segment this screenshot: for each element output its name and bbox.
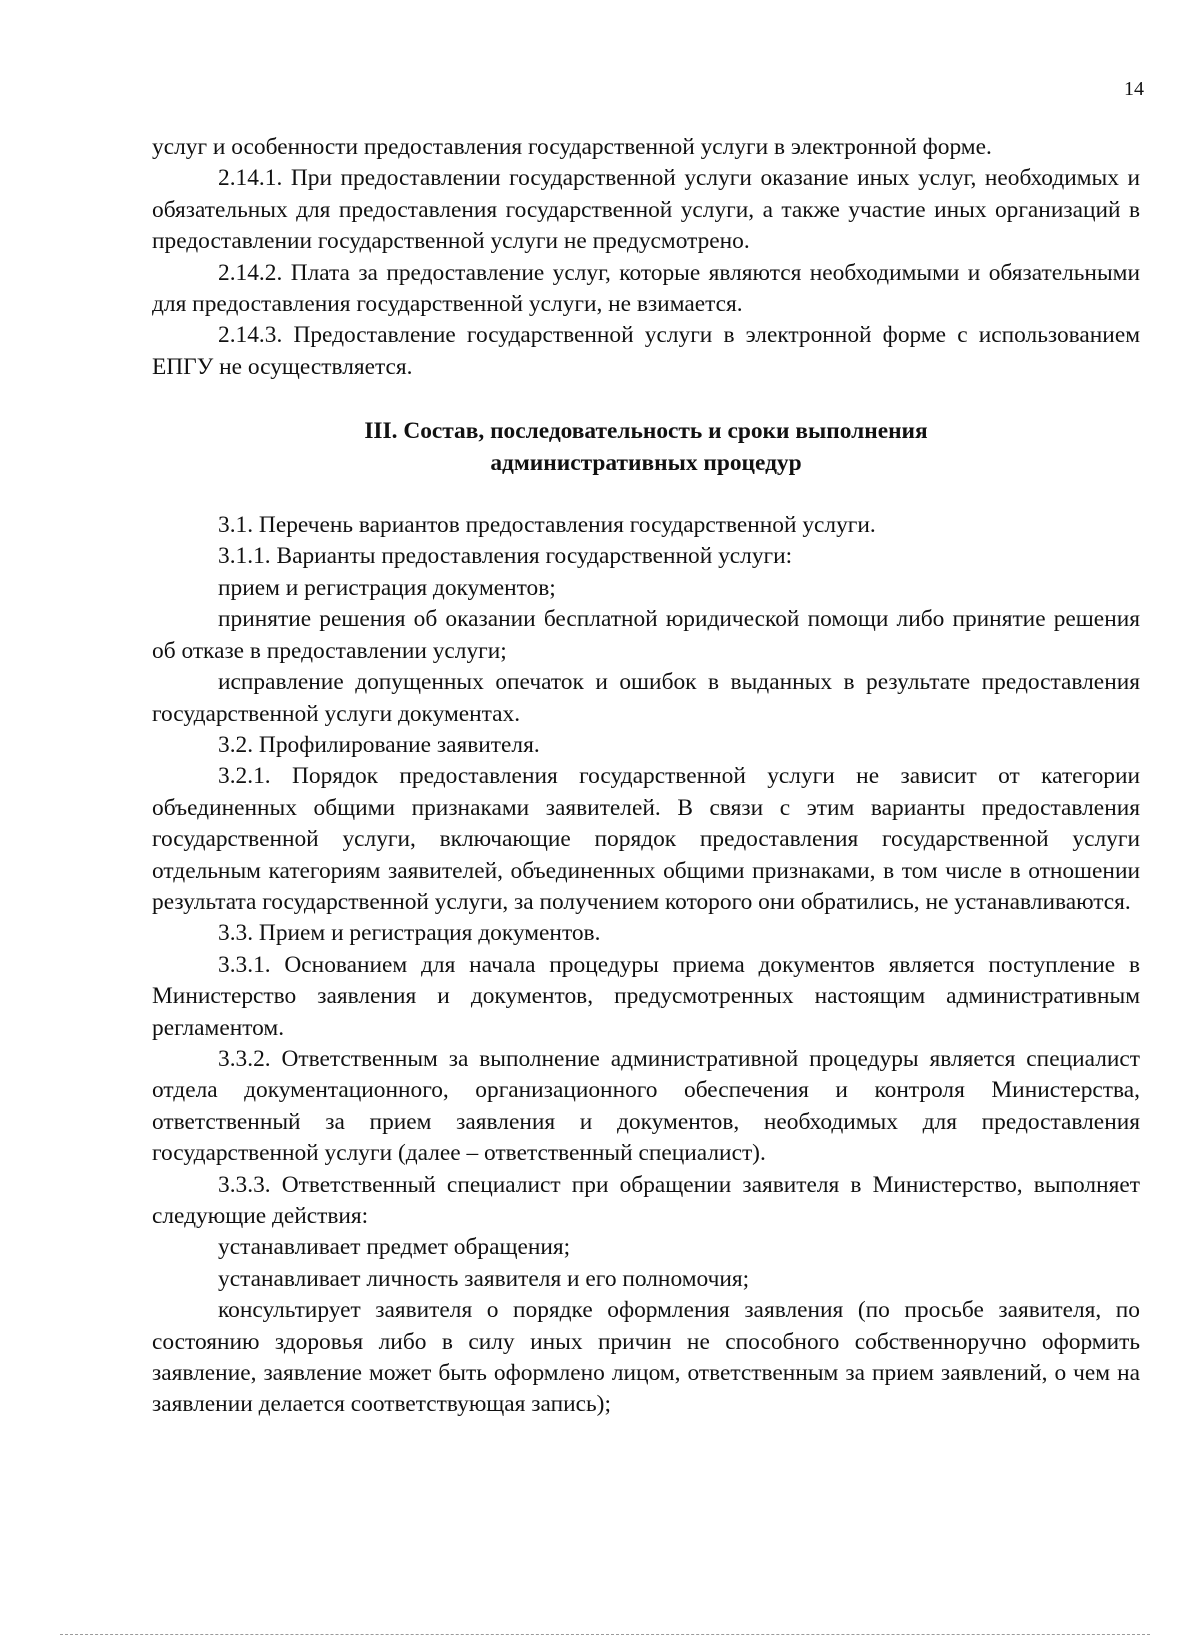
section-heading-line: III. Состав, последовательность и сроки выполнения	[364, 418, 928, 445]
paragraph: 3.1.1. Варианты предоставления государственной услуги:	[218, 543, 793, 570]
paragraph: 3.3.2. Ответственным за выполнение административной процедуры является специалист отдела документационного, организационного обеспечения и контроля Министерства, ответственный за прием заявления и документов, необходимых для предоставления государственной услуги (далее – ответственный специалист).	[152, 1045, 1140, 1167]
paragraph: 2.14.2. Плата за предоставление услуг, которые являются необходимыми и обязательными для предоставления государственной услуги, не взимается.	[152, 259, 1140, 318]
paragraph: 3.3. Прием и регистрация документов.	[218, 920, 601, 947]
document-body	[152, 132, 1140, 1421]
paragraph: 3.2. Профилирование заявителя.	[218, 731, 540, 758]
paragraph: 2.14.3. Предоставление государственной услуги в электронной форме с использованием ЕПГУ не осуществляется.	[152, 322, 1140, 380]
paragraph: устанавливает личность заявителя и его полномочия;	[218, 1265, 750, 1292]
paragraph: 3.3.1. Основанием для начала процедуры приема документов является поступление в Министерство заявления и документов, предусмотренных настоящим административным регламентом.	[152, 951, 1140, 1041]
section-2-14	[152, 132, 1140, 383]
paragraph: консультирует заявителя о порядке оформления заявления (по просьбе заявителя, по состоянию здоровья либо в силу иных причин не способного собственноручно оформить заявление, заявление может быть оформлено лицом, ответственным за прием заявлений, о чем на заявлении делается соответствующая запись);	[152, 1297, 1140, 1418]
paragraph: 2.14.1. При предоставлении государственной услуги оказание иных услуг, необходимых и обязательных для предоставления государственной услуги, а также участие иных организаций в предоставлении государственной услуги не предусмотрено.	[152, 165, 1140, 255]
section-3	[152, 510, 1140, 1421]
paragraph: 3.1. Перечень вариантов предоставления государственной услуги.	[218, 512, 876, 539]
paragraph: исправление допущенных опечаток и ошибок в выданных в результате предоставления государственной услуги документах.	[152, 669, 1140, 727]
paragraph: прием и регистрация документов;	[218, 574, 556, 601]
paragraph: 3.3.3. Ответственный специалист при обращении заявителя в Министерство, выполняет следующие действия:	[152, 1171, 1140, 1229]
section-heading-line: административных процедур	[490, 449, 802, 476]
scan-bottom-edge	[60, 1634, 1150, 1635]
paragraph: устанавливает предмет обращения;	[218, 1234, 571, 1261]
paragraph: принятие решения об оказании бесплатной юридической помощи либо принятие решения об отказе в предоставлении услуги;	[152, 606, 1140, 664]
section-heading	[152, 416, 1140, 479]
paragraph: услуг и особенности предоставления государственной услуги в электронной форме.	[152, 134, 992, 160]
page-number: 14	[1124, 78, 1144, 100]
paragraph: 3.2.1. Порядок предоставления государственной услуги не зависит от категории объединенных общими признаками заявителей. В связи с этим варианты предоставления государственной услуги, включающие порядок предоставления государственной услуги отдельным категориям заявителей, объединенных общими признаками, в том числе в отношении результата государственной услуги, за получением которого они обратились, не устанавливаются.	[152, 763, 1140, 915]
